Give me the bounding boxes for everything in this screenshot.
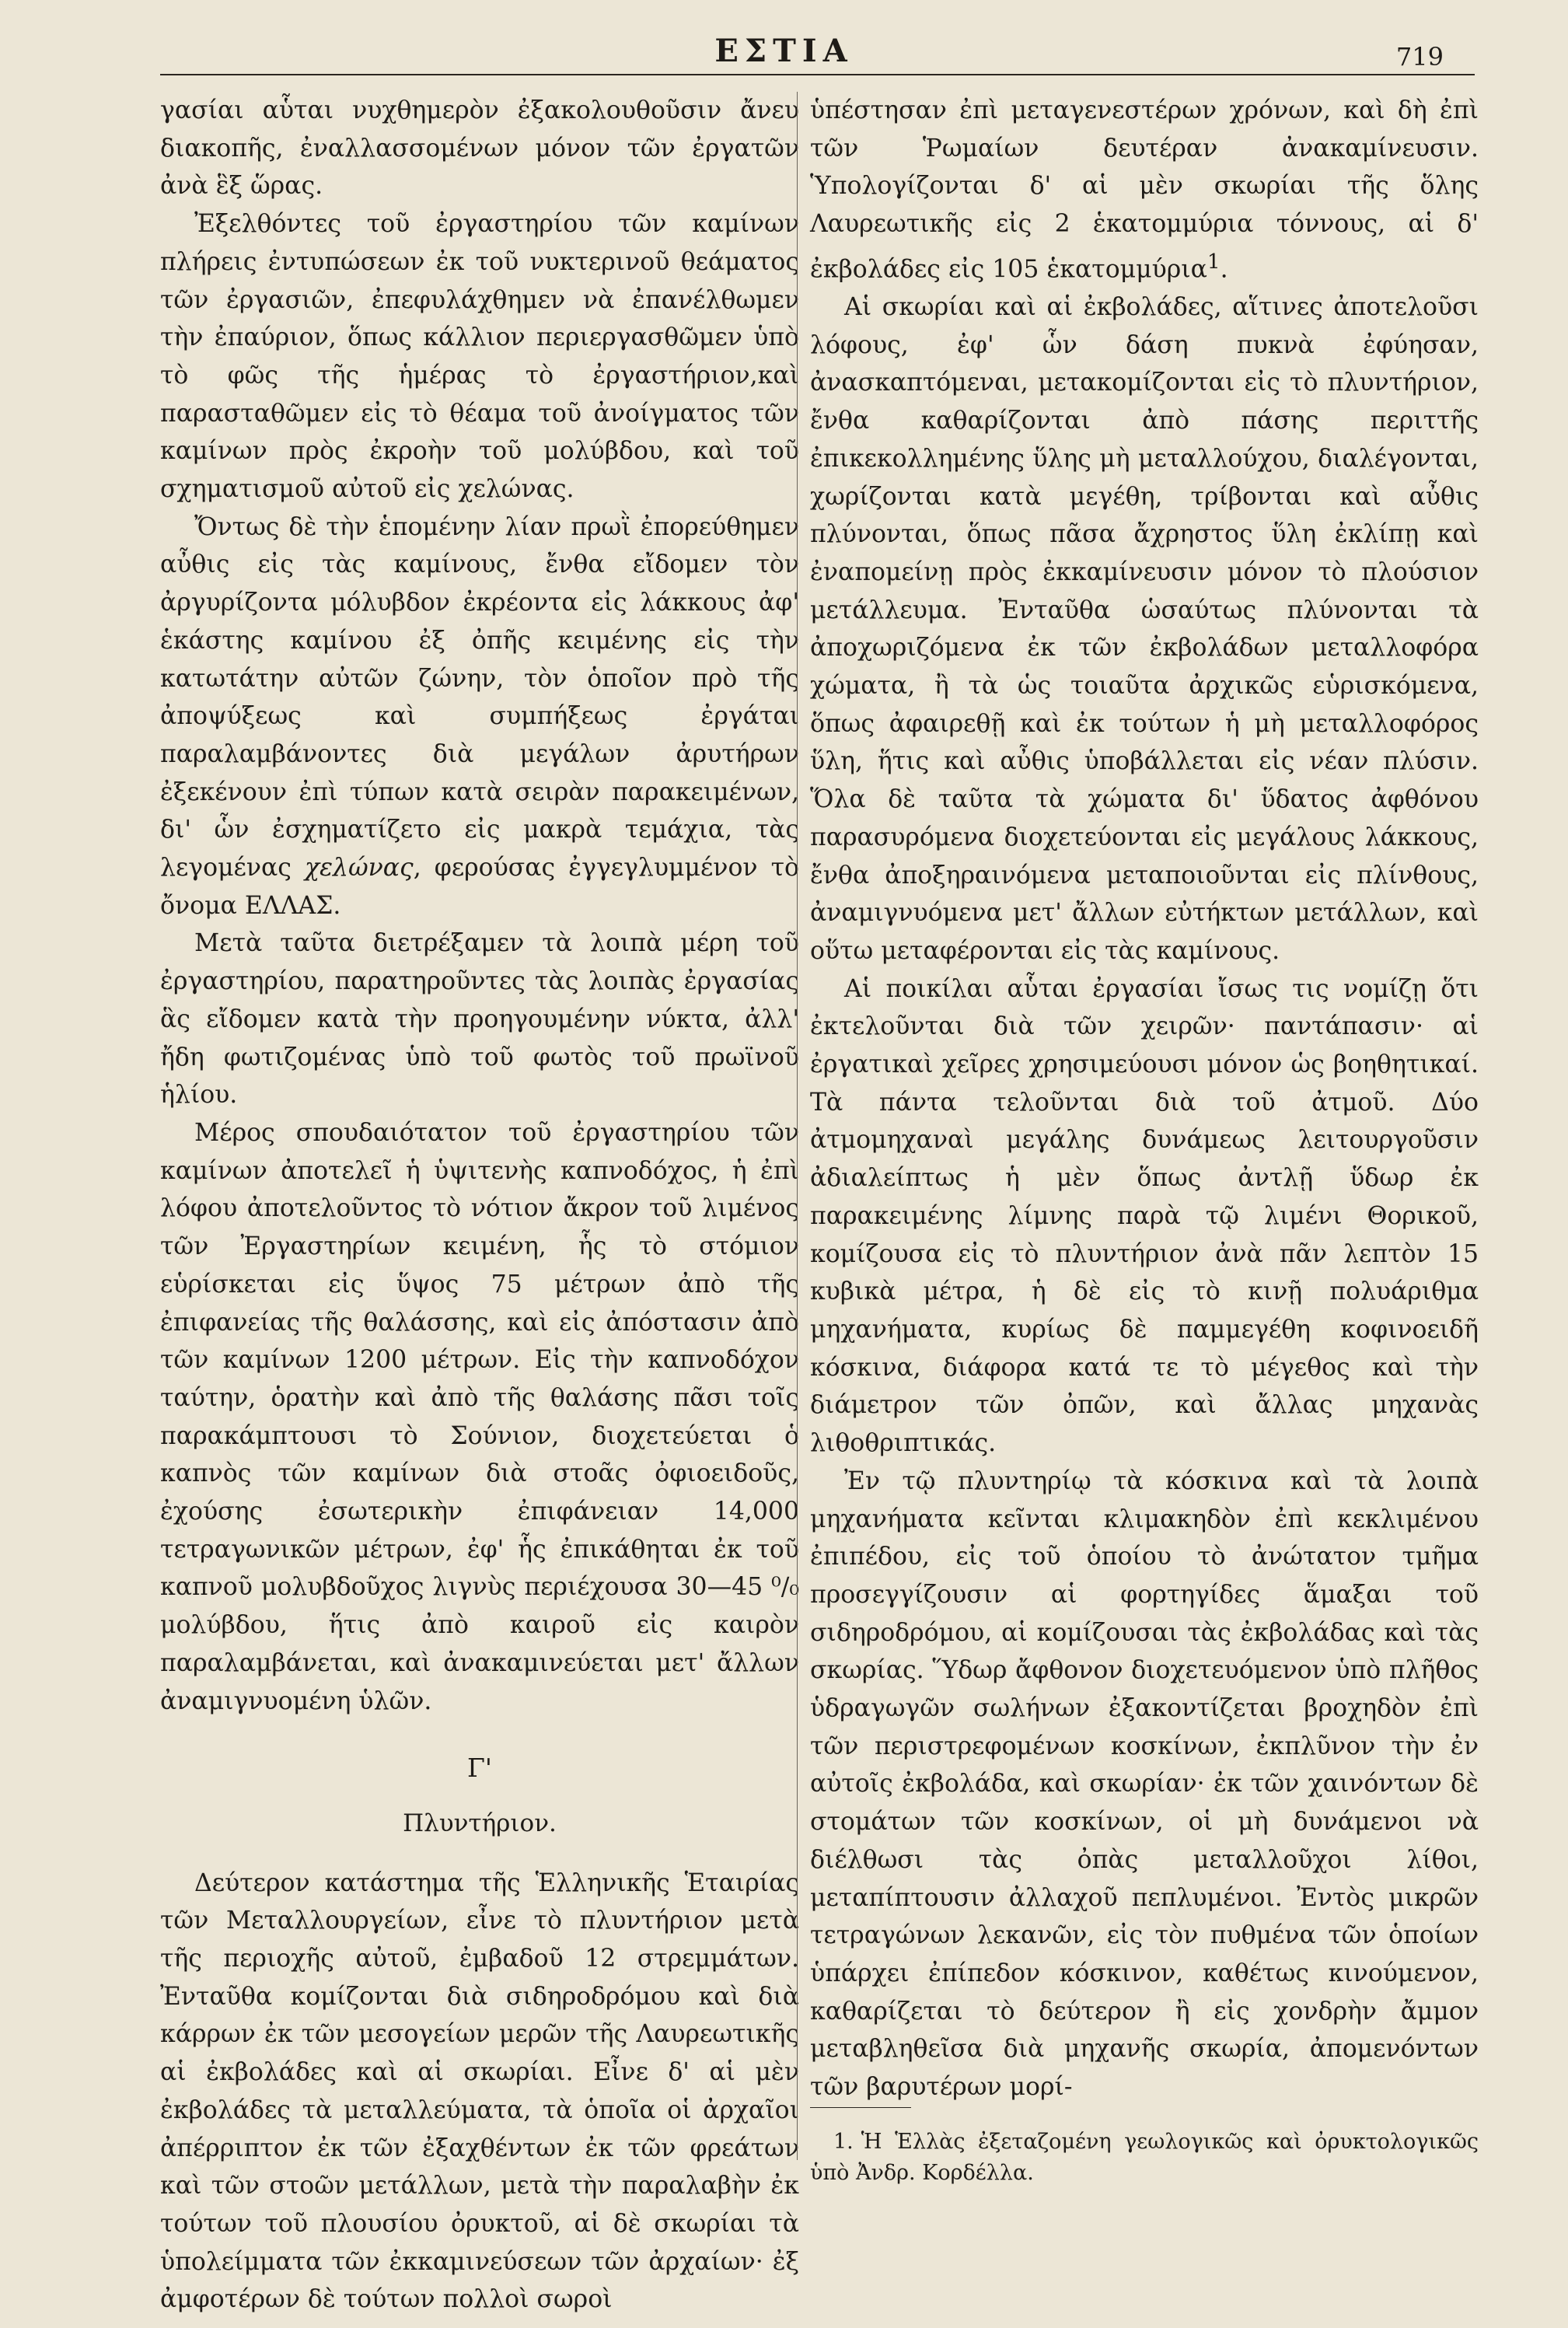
footnote-reference[interactable]: 1 (1207, 250, 1221, 274)
paragraph-text: , φερούσας ἐγγεγλυμμένον τὸ ὄνομα ΕΛΛΑΣ. (160, 854, 799, 920)
footnote-rule (810, 2107, 911, 2108)
left-column (160, 92, 799, 2314)
section-number: Γ' (467, 1753, 492, 1784)
page-number: 719 (1395, 42, 1444, 72)
paragraph: Αἱ σκωρίαι καὶ αἱ ἐκβολάδες, αἵτινες ἀποτελοῦσι λόφους, ἐφ' ὧν δάση πυκνὰ ἐφύησαν, ἀνασκαπτόμεναι, μετακομίζονται εἰς τὸ πλυντήριον, ἔνθα καθαρίζονται ἀπὸ πάσης περιττῆς ἐπικεκολλημένης ὕλης μὴ μεταλλούχου, διαλέγονται, χωρίζονται κατὰ μεγέθη, τρίβονται καὶ αὖθις πλύνονται, ὅπως πᾶσα ἄχρηστος ὕλη ἐκλίπῃ καὶ ἐναπομείνῃ πρὸς ἐκκαμίνευσιν μόνον τὸ πλούσιον μετάλλευμα. Ἐνταῦθα ὡσαύτως πλύνονται τὰ ἀποχωριζόμενα ἐκ τῶν ἐκβολάδων μεταλλοφόρα χώματα, ἢ τὰ ὡς τοιαῦτα ἀρχικῶς εὑρισκόμενα, ὅπως ἀφαιρεθῇ καὶ ἐκ τούτων ἡ μὴ μεταλλοφόρος ὕλη, ἥτις καὶ αὖθις ὑποβάλλεται εἰς νέαν πλύσιν. Ὅλα δὲ ταῦτα τὰ χώματα δι' ὕδατος ἀφθόνου παρασυρόμενα διοχετεύονται εἰς μεγάλους λάκκους, ἔνθα ἀποξηραινόμενα μεταποιοῦνται εἰς πλίνθους, ἀναμιγνυόμενα μετ' ἄλλων εὐτήκτων μετάλλων, καὶ οὕτω μεταφέρονται εἰς τὰς καμίνους. (810, 293, 1479, 965)
footnote (810, 2127, 1479, 2189)
paragraph-text: . (1220, 255, 1228, 284)
paragraph: Αἱ ποικίλαι αὗται ἐργασίαι ἴσως τις νομίζῃ ὅτι ἐκτελοῦνται διὰ τῶν χειρῶν· παντάπασιν· αἱ ἐργατικαὶ χεῖρες χρησιμεύουσι μόνον ὡς βοηθητικαί. Τὰ πάντα τελοῦνται διὰ τοῦ ἀτμοῦ. Δύο ἀτμομηχαναὶ μεγάλης δυνάμεως λειτουργοῦσιν ἀδιαλείπτως ἡ μὲν ὅπως ἀντλῇ ὕδωρ ἐκ παρακειμένης λίμνης παρὰ τῷ λιμένι Θορικοῦ, κομίζουσα εἰς τὸ πλυντήριον ἀνὰ πᾶν λεπτὸν 15 κυβικὰ μέτρα, ἡ δὲ εἰς τὸ κινῇ πολυάριθμα μηχανήματα, κυρίως δὲ παμμεγέθη κοφινοειδῆ κόσκινα, διάφορα κατά τε τὸ μέγεθος καὶ τὴν διάμετρον τῶν ὀπῶν, καὶ ἄλλας μηχανὰς λιθοθριπτικάς. (810, 974, 1479, 1458)
section-title: Πλυντήριον. (403, 1809, 557, 1837)
paragraph: γασίαι αὗται νυχθημερὸν ἐξακολουθοῦσιν ἄνευ διακοπῆς, ἐναλλασσομένων μόνον τῶν ἐργατῶν ἀνὰ ἓξ ὥρας. (160, 96, 799, 201)
column-divider (797, 92, 798, 2160)
footnote-text: Ἡ Ἑλλὰς ἐξεταζομένη γεωλογικῶς καὶ ὀρυκτολογικῶς ὑπὸ Ἀνδρ. Κορδέλλα. (810, 2130, 1479, 2185)
page-header (0, 26, 1568, 73)
paragraph-text: ὑπέστησαν ἐπὶ μεταγενεστέρων χρόνων, καὶ δὴ ἐπὶ τῶν Ῥωμαίων δευτέραν ἀνακαμίνευσιν. Ὑπολογίζονται δ' αἱ μὲν σκωρίαι τῆς ὅλης Λαυρεωτικῆς εἰς 2 ἑκατομμύρια τόννους, αἱ δ' ἐκβολάδες εἰς 105 ἑκατομμύρια (810, 96, 1479, 284)
footnote-marker: 1. (833, 2130, 854, 2154)
paragraph: Μέρος σπουδαιότατον τοῦ ἐργαστηρίου τῶν καμίνων ἀποτελεῖ ἡ ὑψιτενὴς καπνοδόχος, ἡ ἐπὶ λόφου ἀποτελοῦντος τὸ νότιον ἄκρον τοῦ λιμένος τῶν Ἐργαστηρίων κειμένη, ἧς τὸ στόμιον εὑρίσκεται εἰς ὕψος 75 μέτρων ἀπὸ τῆς ἐπιφανείας τῆς θαλάσσης, καὶ εἰς ἀπόστασιν ἀπὸ τῶν καμίνων 1200 μέτρων. Εἰς τὴν καπνοδόχον ταύτην, ὁρατὴν καὶ ἀπὸ τῆς θαλάσης πᾶσι τοῖς παρακάμπτουσι τὸ Σούνιον, διοχετεύεται ὁ καπνὸς τῶν καμίνων διὰ στοᾶς ὀφιοειδοῦς, ἐχούσης ἐσωτερικὴν ἐπιφάνειαν 14,000 τετραγωνικῶν μέτρων, ἐφ' ἧς ἐπικάθηται ἐκ τοῦ καπνοῦ μολυβδοῦχος λιγνὺς περιέχουσα 30—45 ⁰/₀ μολύβδου, ἥτις ἀπὸ καιροῦ εἰς καιρὸν παραλαμβάνεται, καὶ ἀνακαμινεύεται μετ' ἄλλων ἀναμιγνυομένη ὑλῶν. (160, 1118, 799, 1715)
paragraph (160, 509, 799, 925)
paragraph: Ἐξελθόντες τοῦ ἐργαστηρίου τῶν καμίνων πλήρεις ἐντυπώσεων ἐκ τοῦ νυκτερινοῦ θεάματος τῶν ἐργασιῶν, ἐπεφυλάχθημεν νὰ ἐπανέλθωμεν τὴν ἐπαύριον, ὅπως κάλλιον περιεργασθῶμεν ὑπὸ τὸ φῶς τῆς ἡμέρας τὸ ἐργαστήριον,καὶ παρασταθῶμεν εἰς τὸ θέαμα τοῦ ἀνοίγματος τῶν καμίνων πρὸς ἐκροὴν τοῦ μολύβδου, καὶ τοῦ σχηματισμοῦ αὐτοῦ εἰς χελώνας. (160, 210, 799, 504)
paragraph: Δεύτερον κατάστημα τῆς Ἑλληνικῆς Ἑταιρίας τῶν Μεταλλουργείων, εἶνε τὸ πλυντήριον μετὰ τῆς περιοχῆς αὐτοῦ, ἐμβαδοῦ 12 στρεμμάτων. Ἐνταῦθα κομίζονται διὰ σιδηροδρόμου καὶ διὰ κάρρων ἐκ τῶν μεσογείων μερῶν τῆς Λαυρεωτικῆς αἱ ἐκβολάδες καὶ αἱ σκωρίαι. Εἶνε δ' αἱ μὲν ἐκβολάδες τὰ μεταλλεύματα, τὰ ὁποῖα οἱ ἀρχαῖοι ἀπέρριπτον ἐκ τῶν ἐξαχθέντων ἐκ τῶν φρεάτων καὶ τῶν στοῶν μετάλλων, μετὰ τὴν παραλαβὴν ἐκ τούτων τοῦ πλουσίου ὀρυκτοῦ, αἱ δὲ σκωρίαι τὰ ὑπολείμματα τῶν ἐκκαμινεύσεων τῶν ἀρχαίων· ἐξ ἀμφοτέρων δὲ τούτων πολλοὶ σωροὶ (160, 1868, 799, 2314)
paragraph: Ἐν τῷ πλυντηρίῳ τὰ κόσκινα καὶ τὰ λοιπὰ μηχανήματα κεῖνται κλιμακηδὸν ἐπὶ κεκλιμένου ἐπιπέδου, εἰς τοῦ ὁποίου τὸ ἀνώτατον τμῆμα προσεγγίζουσιν αἱ φορτηγίδες ἅμαξαι τοῦ σιδηροδρόμου, αἱ κομίζουσαι τὰς ἐκβολάδας καὶ τὰς σκωρίας. Ὕδωρ ἄφθονον διοχετευόμενον ὑπὸ πλῆθος ὑδραγωγῶν σωλήνων ἐξακοντίζεται βροχηδὸν ἐπὶ τῶν περιστρεφομένων κοσκίνων, ἐκπλῦνον τὴν ἐν αὐτοῖς ἐκβολάδα, καὶ σκωρίαν· ἐκ τῶν χαινόντων δὲ στομάτων τῶν κοσκίνων, οἱ μὴ δυνάμενοι νὰ διέλθωσι τὰς ὀπὰς μεταλλοῦχοι λίθοι, μεταπίπτουσιν ἀλλαχοῦ πεπλυμένοι. Ἐντὸς μικρῶν τετραγώνων λεκανῶν, εἰς τὸν πυθμένα τῶν ὁποίων ὑπάρχει ἐπίπεδον κόσκινον, καθέτως κινούμενον, καθαρίζεται τὸ δεύτερον ἢ εἰς χονδρὴν ἄμμον μεταβληθεῖσα διὰ μηχανῆς σκωρία, ἀπομενόντων τῶν βαρυτέρων μορί- (810, 1466, 1479, 2102)
paragraph-text: Ὄντως δὲ τὴν ἑπομένην λίαν πρωῒ ἐπορεύθημεν αὖθις εἰς τὰς καμίνους, ἔνθα εἴδομεν τὸν ἀργυρίζοντα μόλυβδον ἐκρέοντα εἰς λάκκους ἀφ' ἑκάστης καμίνου ἐξ ὀπῆς κειμένης εἰς τὴν κατωτάτην αὐτῶν ζώνην, τὸν ὁποῖον πρὸ τῆς ἀποψύξεως καὶ συμπήξεως ἐργάται παραλαμβάνοντες διὰ μεγάλων ἀρυτήρων ἐξεκένουν ἐπὶ τύπων κατὰ σειρὰν παρακειμένων, δι' ὧν ἐσχηματίζετο εἰς μακρὰ τεμάχια, τὰς λεγομένας (160, 512, 799, 883)
paragraph: Μετὰ ταῦτα διετρέξαμεν τὰ λοιπὰ μέρη τοῦ ἐργαστηρίου, παρατηροῦντες τὰς λοιπὰς ἐργασίας ἃς εἴδομεν κατὰ τὴν προηγουμένην νύκτα, ἀλλ' ἤδη φωτιζομένας ὑπὸ τοῦ φωτὸς τοῦ πρωϊνοῦ ἡλίου. (160, 929, 799, 1110)
paragraph (810, 92, 1479, 288)
journal-title: ΕΣΤΙΑ (714, 33, 854, 69)
italic-term: χελώνας (304, 854, 414, 883)
header-rule (160, 74, 1475, 75)
right-column (810, 92, 1479, 2129)
